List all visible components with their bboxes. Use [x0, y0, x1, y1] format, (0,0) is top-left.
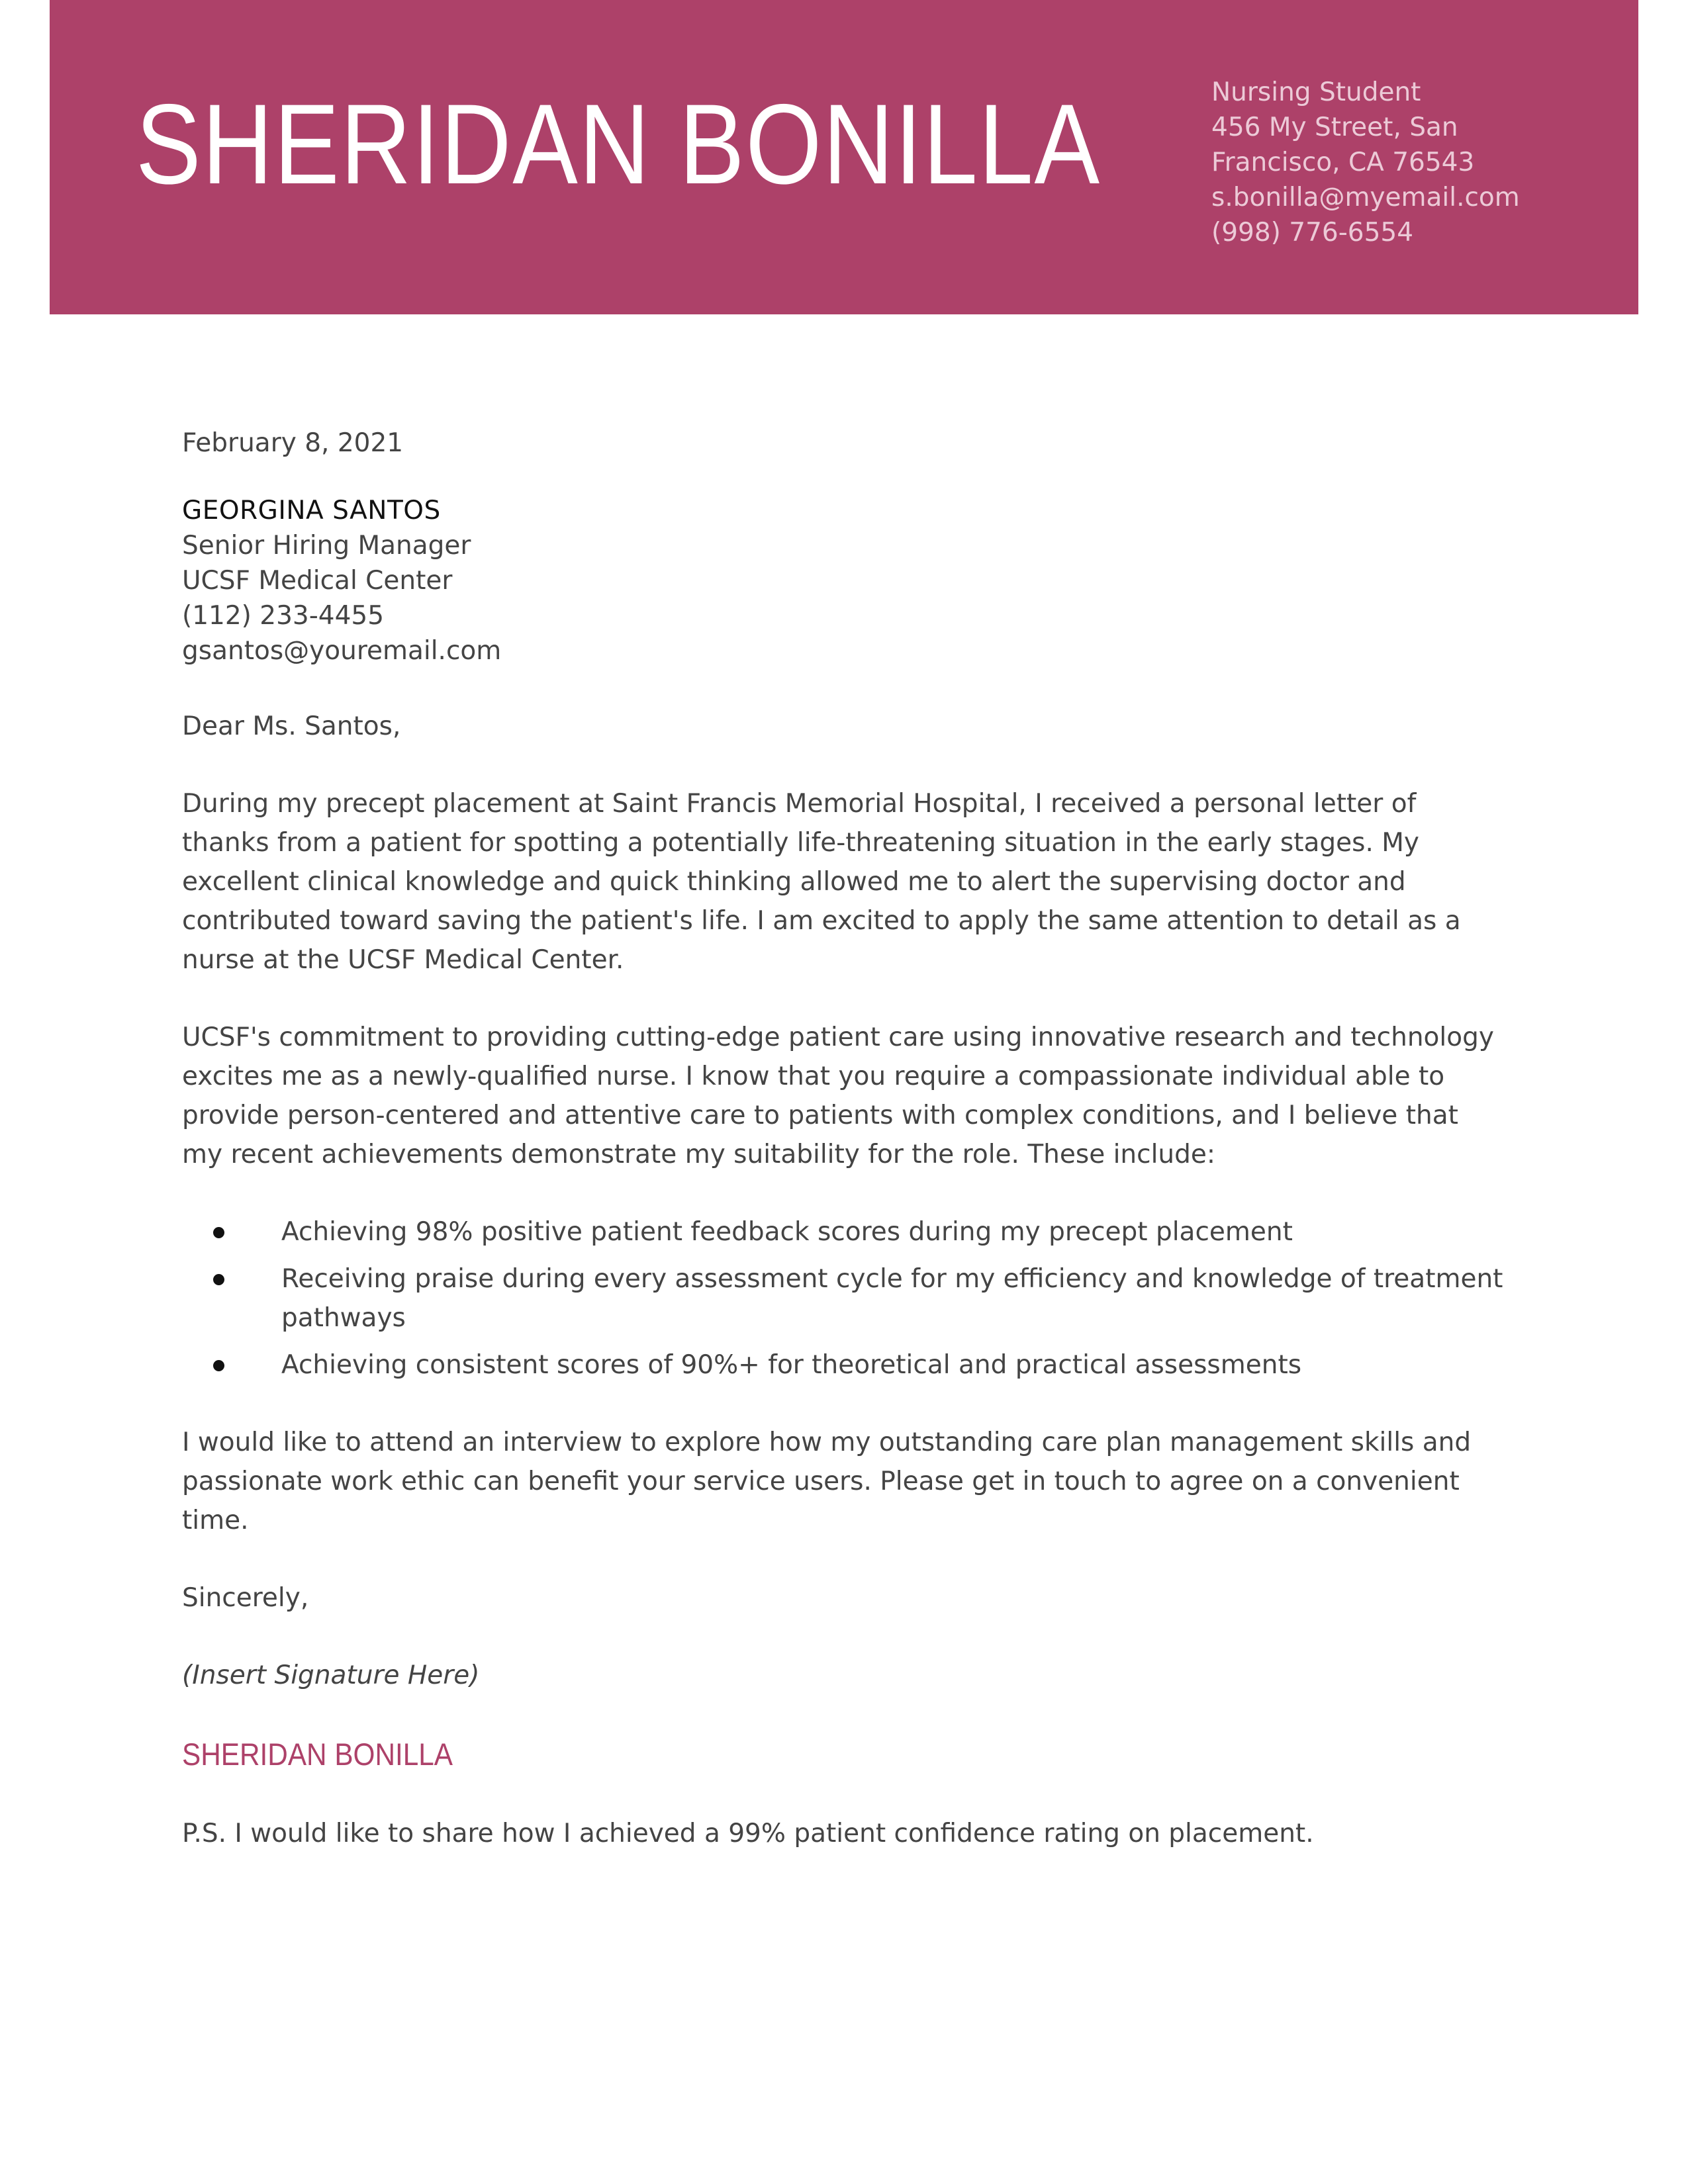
list-item-text: Receiving praise during every assessment cycle for my efficiency and knowledge of treatment pathways [281, 1264, 1503, 1333]
contact-address-line-1: 456 My Street, San [1211, 113, 1458, 142]
body-paragraph-1: During my precept placement at Saint Francis Memorial Hospital, I received a personal letter of thanks from a patient for spotting a potentially life-threatening situation in the early stages. My excellent clinical knowledge and quick thinking allowed me to alert the supervising doctor and contributed toward saving the patient's life. I am excited to apply the same attention to detail as a nurse at the UCSF Medical Center. [182, 789, 1461, 975]
achievements-list [182, 1212, 1506, 1385]
recipient-name: GEORGINA SANTOS [182, 496, 441, 525]
letter-body [182, 424, 1506, 1853]
list-item [182, 1259, 1506, 1338]
recipient-company: UCSF Medical Center [182, 566, 453, 596]
signoff: Sincerely, [182, 1583, 309, 1613]
salutation: Dear Ms. Santos, [182, 711, 401, 741]
letter-date: February 8, 2021 [182, 428, 404, 458]
recipient-phone: (112) 233-4455 [182, 601, 385, 631]
header-banner [50, 0, 1638, 314]
signature-placeholder: (Insert Signature Here) [182, 1661, 480, 1690]
contact-phone: (998) 776-6554 [1211, 218, 1414, 248]
postscript: P.S. I would like to share how I achieved a 99% patient confidence rating on placement. [182, 1819, 1314, 1848]
bullet-icon [213, 1227, 224, 1238]
list-item-text: Achieving 98% positive patient feedback scores during my precept placement [281, 1217, 1293, 1247]
closing-paragraph: I would like to attend an interview to explore how my outstanding care plan management skills and passionate work ethic can benefit your service users. Please get in touch to agree on a convenient time. [182, 1428, 1472, 1535]
bullet-icon [213, 1360, 224, 1371]
contact-address-line-2: Francisco, CA 76543 [1211, 148, 1475, 177]
contact-info [1211, 75, 1556, 250]
applicant-name: SHERIDAN BONILLA [136, 81, 1101, 208]
recipient-block [182, 493, 1506, 668]
bullet-icon [213, 1274, 224, 1285]
body-paragraph-2: UCSF's commitment to providing cutting-edge patient care using innovative research and technology excites me as a newly-qualified nurse. I know that you require a compassionate individual able to provide person-centered and attentive care to patients with complex conditions, and I believe that my recent achievements demonstrate my suitability for the role. These include: [182, 1023, 1494, 1169]
list-item-text: Achieving consistent scores of 90%+ for theoretical and practical assessments [281, 1350, 1302, 1380]
contact-role: Nursing Student [1211, 77, 1421, 107]
recipient-title: Senior Hiring Manager [182, 531, 471, 561]
contact-email[interactable]: s.bonilla@myemail.com [1211, 183, 1520, 212]
signature-name: SHERIDAN BONILLA [182, 1737, 453, 1772]
list-item [182, 1345, 1506, 1385]
recipient-email[interactable]: gsantos@youremail.com [182, 636, 502, 666]
list-item [182, 1212, 1506, 1251]
